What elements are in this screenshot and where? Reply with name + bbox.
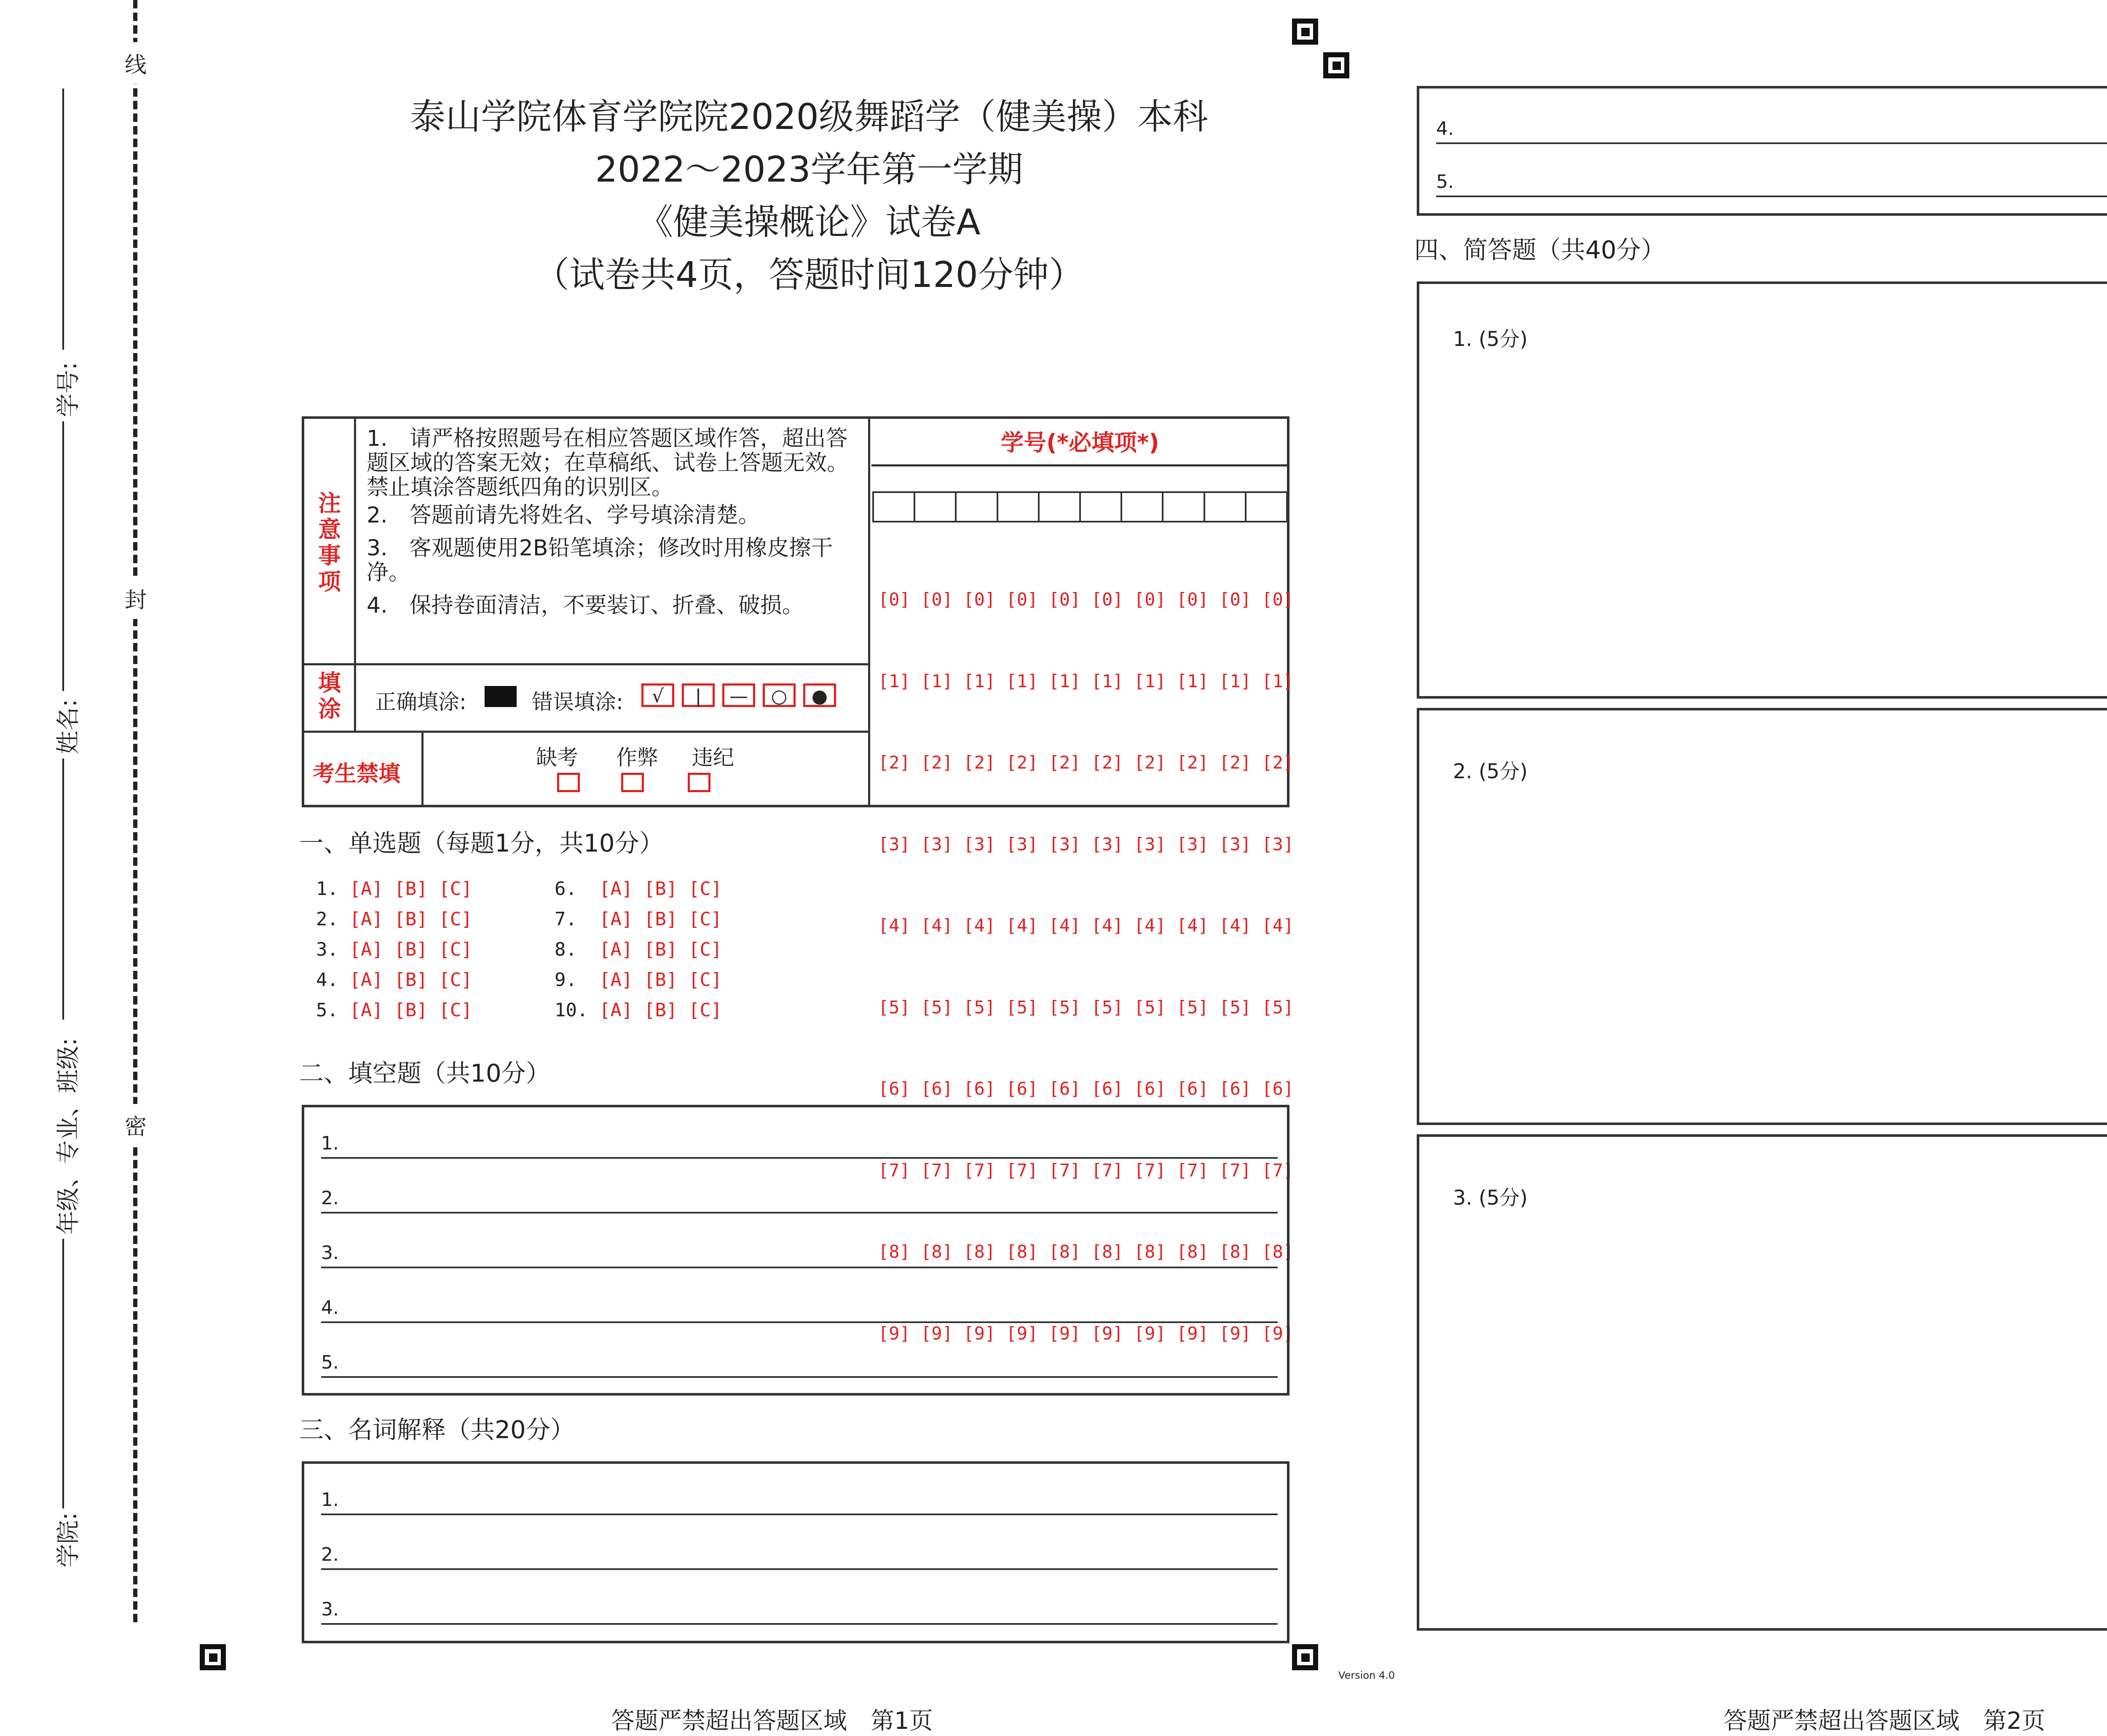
term-answer-line[interactable]: [321, 1568, 1278, 1570]
mcq-item[interactable]: [555, 874, 722, 904]
bubble-row-4[interactable]: [4] [4] [4] [4] [4] [4] [4] [4] [4] [4]: [878, 915, 1294, 936]
binding-seal-char: 封: [125, 577, 147, 619]
cheating-label: 作弊: [616, 745, 658, 770]
exam-title-line3: 《健美操概论》试卷A: [638, 201, 981, 243]
mcq-item[interactable]: [316, 904, 472, 935]
proctor-heading: 考生禁填: [313, 761, 401, 787]
mcq-item[interactable]: [555, 935, 722, 965]
term-answer-line[interactable]: [321, 1623, 1278, 1625]
term-definition-continued-box: [1417, 86, 2107, 216]
mcq-number: 4.: [316, 969, 338, 991]
version-label: Version 4.0: [1338, 1669, 1395, 1681]
mcq-choices[interactable]: [A] [B] [C]: [349, 969, 472, 991]
footer-right: 答题严禁超出答题区域 第2页: [1724, 1707, 2045, 1735]
mcq-number: 7.: [555, 908, 577, 930]
exam-title-line2: 2022～2023学年第一学期: [595, 149, 1023, 190]
mcq-item[interactable]: [316, 874, 472, 904]
student-id-digit-box[interactable]: [998, 491, 1040, 522]
fill-heading: 填涂: [318, 670, 341, 722]
college-line: [62, 1239, 64, 1508]
wrong-mark-circle: ○: [763, 683, 796, 707]
binding-dashed-line: [133, 0, 137, 1622]
section1-title: 一、单选题（每题1分，共10分）: [299, 829, 664, 857]
fill-blank-number: 1.: [321, 1133, 339, 1154]
term-number: 3.: [321, 1599, 339, 1620]
correct-fill-label: 正确填涂:: [375, 690, 466, 714]
fill-blank-line[interactable]: [321, 1212, 1278, 1214]
fill-blank-number: 5.: [321, 1352, 339, 1373]
bubble-row-5[interactable]: [5] [5] [5] [5] [5] [5] [5] [5] [5] [5]: [878, 997, 1294, 1018]
term-number: 5.: [1436, 171, 1454, 193]
mcq-item[interactable]: [555, 995, 722, 1026]
class-line: [62, 758, 64, 1020]
mcq-choices[interactable]: [A] [B] [C]: [349, 908, 472, 930]
fill-blank-line[interactable]: [321, 1267, 1278, 1268]
mcq-choices[interactable]: [A] [B] [C]: [599, 999, 722, 1021]
mcq-choices[interactable]: [A] [B] [C]: [599, 939, 722, 960]
short-answer-box-3[interactable]: [1417, 1134, 2107, 1631]
term-answer-line[interactable]: [321, 1514, 1278, 1515]
mcq-item[interactable]: [555, 965, 722, 995]
notice-item: 2. 答题前请先将姓名、学号填涂清楚。: [367, 503, 760, 528]
student-id-digit-box[interactable]: [1081, 491, 1122, 522]
wrong-fill-label: 错误填涂:: [532, 690, 623, 714]
student-id-digit-box[interactable]: [957, 491, 998, 522]
fill-blank-number: 3.: [321, 1242, 339, 1264]
corner-marker-icon: [1323, 52, 1349, 78]
short-answer-box-2[interactable]: [1417, 708, 2107, 1125]
fill-blank-line[interactable]: [321, 1321, 1278, 1323]
fill-blank-number: 4.: [321, 1297, 339, 1318]
college-label: 学院:: [55, 1512, 82, 1567]
section3-title: 三、名词解释（共20分）: [299, 1415, 575, 1444]
absent-label: 缺考: [536, 745, 578, 770]
short-answer-label: 3. (5分): [1453, 1186, 1528, 1210]
mcq-item[interactable]: [316, 965, 472, 995]
bubble-row-3[interactable]: [3] [3] [3] [3] [3] [3] [3] [3] [3] [3]: [878, 833, 1294, 855]
mcq-number: 1.: [316, 878, 338, 900]
wrong-mark-dot: ●: [803, 683, 836, 707]
mcq-item[interactable]: [316, 995, 472, 1026]
notice-item: 3. 客观题使用2B铅笔填涂；修改时用橡皮擦干净。: [367, 536, 833, 585]
fill-blank-number: 2.: [321, 1187, 339, 1209]
bubble-row-9[interactable]: [9] [9] [9] [9] [9] [9] [9] [9] [9] [9]: [878, 1323, 1294, 1344]
student-id-line: [62, 88, 64, 350]
exam-title-line4: （试卷共4页，答题时间120分钟）: [534, 254, 1084, 295]
cheating-checkbox[interactable]: [621, 773, 644, 792]
bubble-row-0[interactable]: [0] [0] [0] [0] [0] [0] [0] [0] [0] [0]: [878, 589, 1294, 610]
mcq-number: 8.: [555, 939, 577, 960]
fill-blank-line[interactable]: [321, 1376, 1278, 1378]
bubble-row-6[interactable]: [6] [6] [6] [6] [6] [6] [6] [6] [6] [6]: [878, 1078, 1294, 1099]
section2-title: 二、填空题（共10分）: [299, 1059, 550, 1088]
notice-list: [367, 426, 855, 618]
short-answer-label: 1. (5分): [1453, 327, 1528, 351]
mcq-item[interactable]: [316, 935, 472, 965]
short-answer-box-1[interactable]: [1417, 281, 2107, 699]
bubble-row-7[interactable]: [7] [7] [7] [7] [7] [7] [7] [7] [7] [7]: [878, 1160, 1294, 1181]
term-number: 2.: [321, 1544, 339, 1565]
mcq-item[interactable]: [555, 904, 722, 935]
mcq-number: 9.: [555, 969, 577, 991]
binding-line-char: 线: [125, 42, 147, 84]
mcq-number: 3.: [316, 939, 338, 960]
bubble-row-8[interactable]: [8] [8] [8] [8] [8] [8] [8] [8] [8] [8]: [878, 1241, 1294, 1262]
student-id-digit-box[interactable]: [1205, 491, 1247, 522]
student-id-digit-box[interactable]: [1247, 491, 1288, 522]
bubble-row-2[interactable]: [2] [2] [2] [2] [2] [2] [2] [2] [2] [2]: [878, 752, 1294, 773]
bubble-row-1[interactable]: [1] [1] [1] [1] [1] [1] [1] [1] [1] [1]: [878, 670, 1294, 691]
fill-blank-line[interactable]: [321, 1157, 1278, 1159]
term-number: 1.: [321, 1489, 339, 1511]
student-id-digit-box[interactable]: [1122, 491, 1163, 522]
corner-marker-icon: [200, 1644, 226, 1670]
short-answer-label: 2. (5分): [1453, 760, 1528, 783]
student-id-digit-box[interactable]: [872, 491, 915, 522]
mcq-choices[interactable]: [A] [B] [C]: [349, 939, 472, 960]
term-definition-box: [302, 1461, 1289, 1643]
absent-checkbox[interactable]: [557, 773, 580, 792]
violation-checkbox[interactable]: [688, 773, 710, 792]
corner-marker-icon: [1292, 19, 1318, 45]
notice-heading: 注意事项: [318, 490, 341, 595]
mcq-choices[interactable]: [A] [B] [C]: [349, 999, 472, 1021]
wrong-mark-check: √: [641, 683, 674, 707]
wrong-mark-bar: |: [682, 683, 715, 707]
mcq-number: 2.: [316, 908, 338, 930]
mcq-choices[interactable]: [A] [B] [C]: [349, 878, 472, 900]
mcq-left-column: [316, 874, 472, 1026]
correct-fill-sample: [485, 686, 517, 707]
mcq-choices[interactable]: [A] [B] [C]: [599, 878, 722, 900]
term-answer-line[interactable]: [1436, 142, 2107, 144]
term-answer-line[interactable]: [1436, 196, 2107, 197]
corner-marker-icon: [1292, 1644, 1318, 1670]
student-id-heading: 学号(*必填项*): [1001, 429, 1159, 456]
name-label: 姓名:: [55, 699, 82, 754]
footer-left: 答题严禁超出答题区域 第1页: [611, 1707, 933, 1735]
mcq-number: 6.: [555, 878, 577, 900]
notice-item: 1. 请严格按照题号在相应答题区域作答，超出答题区域的答案无效；在草稿纸、试卷上答题无效。禁止填涂答题纸四角的识别区。: [367, 426, 849, 500]
student-id-digit-box[interactable]: [915, 491, 957, 522]
notice-item: 4. 保持卷面清洁，不要装订、折叠、破损。: [367, 593, 804, 618]
term-number: 4.: [1436, 118, 1454, 139]
student-id-digit-box[interactable]: [1040, 491, 1081, 522]
mcq-choices[interactable]: [A] [B] [C]: [599, 969, 722, 991]
violation-label: 违纪: [692, 745, 734, 770]
section4-title: 四、简答题（共40分）: [1414, 236, 1665, 264]
mcq-right-column: [555, 874, 722, 1026]
student-id-label: 学号:: [55, 362, 82, 417]
student-id-digit-boxes: [872, 491, 1288, 522]
name-line: [62, 421, 64, 691]
wrong-mark-dash: —: [722, 683, 755, 707]
class-label: 年级、专业、班级:: [55, 1038, 82, 1235]
exam-title-line1: 泰山学院体育学院院2020级舞蹈学（健美操）本科: [410, 96, 1208, 137]
mcq-number: 10.: [555, 999, 588, 1021]
binding-secret-char: 密: [125, 1104, 147, 1146]
fill-blank-box: [302, 1105, 1289, 1396]
student-id-digit-box[interactable]: [1163, 491, 1205, 522]
mcq-number: 5.: [316, 999, 338, 1021]
mcq-choices[interactable]: [A] [B] [C]: [599, 908, 722, 930]
